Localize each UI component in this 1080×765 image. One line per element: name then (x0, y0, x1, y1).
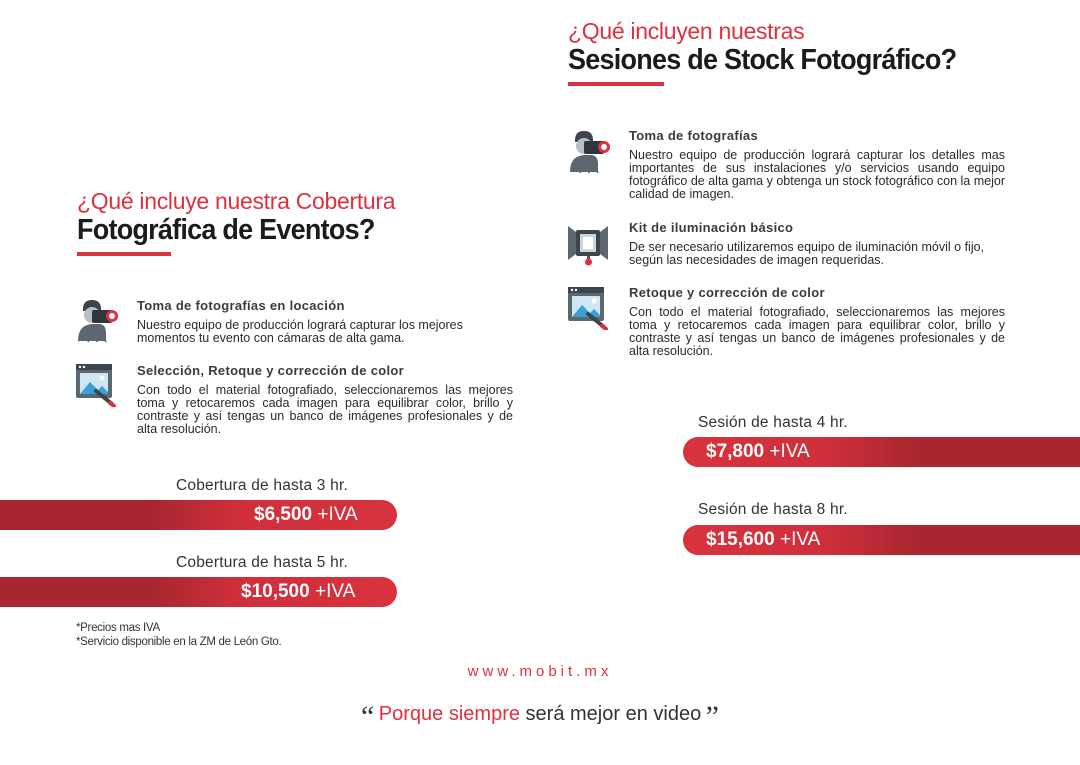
right-item-2-text: De ser necesario utilizaremos equipo de iluminación móvil o fijo, según las necesidades de imagen requeridas. (629, 240, 985, 267)
slogan-highlight: Porque siempre (378, 703, 520, 725)
left-title-line1: ¿Qué incluye nuestra Cobertura (77, 188, 396, 214)
left-title-line2: Fotográfica de Eventos? (77, 214, 375, 246)
website-link[interactable]: www.mobit.mx (467, 663, 613, 680)
right-item-3-text: Con todo el material fotografiado, seleccionaremos las mejores toma y retocaremos cada imagen para equilibrar color, brillo y contraste y así tengas un banco de imágenes profesionales y de alta resolución. (629, 305, 1005, 358)
left-price-2-label: Cobertura de hasta 5 hr. (176, 554, 348, 571)
right-price-2-tax: +IVA (779, 529, 821, 550)
note-service-area: *Servicio disponible en la ZM de León Gto. (76, 636, 282, 648)
photo-editing-icon (566, 284, 610, 330)
left-price-1-value (254, 501, 358, 529)
right-price-1-amount: $7,800 (706, 441, 765, 462)
close-quote: ” (705, 700, 719, 733)
left-price-2-value (241, 578, 355, 606)
slogan (0, 694, 1080, 733)
left-price-2-amount: $10,500 (241, 581, 310, 602)
right-title-underline (568, 82, 664, 86)
left-item-2-text: Con todo el material fotografiado, seleccionaremos las mejores toma y retocaremos cada imagen para equilibrar color, brillo y contraste y así tengas un banco de imágenes profesionales y de alta resolución. (137, 383, 513, 436)
photo-editing-icon (74, 361, 118, 407)
left-item-1-title: Toma de fotografías en locación (137, 298, 345, 313)
note-iva: *Precios mas IVA (76, 622, 160, 634)
left-title-underline (77, 252, 171, 256)
right-item-1-text: Nuestro equipo de producción logrará capturar los detalles mas importantes de sus instalaciones y/o servicios usando equipo fotográfico de alta gama y obtenga un stock fotográfico con la mejor calidad de imagen. (629, 148, 1005, 201)
right-item-3-title: Retoque y corrección de color (629, 285, 825, 300)
right-item-2-title: Kit de iluminación básico (629, 220, 794, 235)
photographer-icon (566, 128, 610, 174)
right-item-1-title: Toma de fotografías (629, 128, 758, 143)
spotlight-icon (566, 220, 610, 266)
left-item-1-text: Nuestro equipo de producción logrará capturar los mejores momentos tu evento con cámaras de alta gama. (137, 318, 463, 345)
right-price-1-tax: +IVA (769, 441, 810, 462)
left-price-1-amount: $6,500 (254, 504, 313, 525)
open-quote: “ (361, 700, 375, 733)
right-price-2-amount: $15,600 (706, 529, 775, 550)
right-price-1-value (706, 438, 810, 466)
right-price-2-value (706, 526, 820, 554)
right-title-line2: Sesiones de Stock Fotográfico? (568, 44, 957, 76)
slogan-rest: será mejor en video (519, 703, 702, 725)
right-price-1-label: Sesión de hasta 4 hr. (698, 414, 848, 431)
left-price-1-tax: +IVA (317, 504, 358, 525)
left-item-2-title: Selección, Retoque y corrección de color (137, 363, 405, 378)
left-price-1-label: Cobertura de hasta 3 hr. (176, 477, 348, 494)
photographer-icon (74, 297, 118, 343)
left-price-2-tax: +IVA (314, 581, 356, 602)
right-title-line1: ¿Qué incluyen nuestras (568, 18, 805, 44)
right-price-2-label: Sesión de hasta 8 hr. (698, 501, 848, 518)
